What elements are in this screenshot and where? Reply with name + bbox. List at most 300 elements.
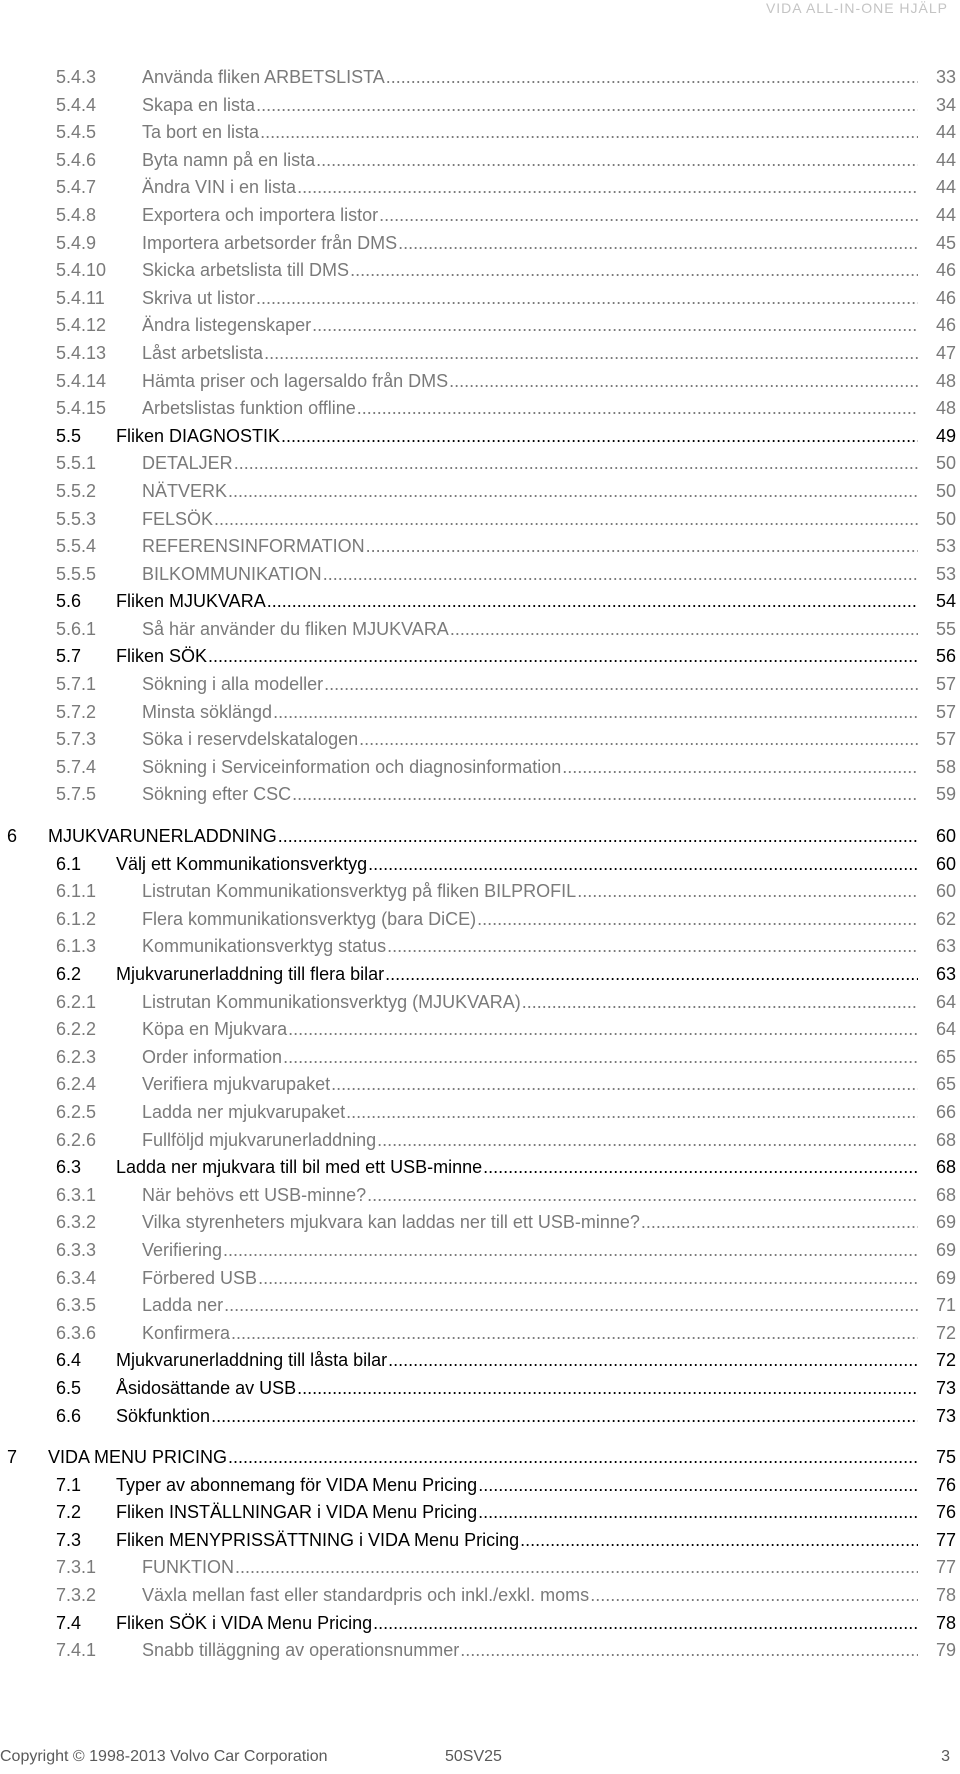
toc-entry[interactable] — [0, 395, 960, 423]
toc-entry[interactable] — [0, 961, 960, 989]
toc-entry-number: 6.2 — [56, 964, 82, 984]
toc-entry[interactable] — [0, 726, 960, 754]
toc-entry-number: 5.7.3 — [56, 729, 97, 750]
toc-entry-page: 50 — [935, 508, 956, 529]
toc-entry-title: NÄTVERK — [142, 480, 228, 501]
toc-entry-title: Fullföljd mjukvarunerladdning — [142, 1129, 377, 1150]
toc-entry-page: 44 — [935, 122, 956, 143]
toc-entry[interactable] — [0, 1637, 960, 1665]
toc-entry-title: Fliken MENYPRISSÄTTNING i VIDA Menu Pricing — [116, 1529, 520, 1550]
toc-entry-page: 50 — [935, 480, 956, 501]
toc-entry-page: 46 — [935, 315, 956, 336]
toc-entry-number: 6.3.3 — [56, 1239, 97, 1260]
toc-entry-leader — [116, 1472, 918, 1500]
section-gap — [0, 809, 960, 823]
toc-entry-title: Köpa en Mjukvara — [142, 1019, 288, 1040]
toc-entry-number: 6.2.1 — [56, 991, 97, 1012]
toc-entry-number: 7.1 — [56, 1474, 82, 1495]
toc-entry[interactable] — [0, 851, 960, 879]
toc-entry[interactable] — [0, 64, 960, 92]
toc-entry-leader — [142, 1582, 918, 1610]
toc-entry-page: 78 — [935, 1612, 956, 1633]
toc-entry[interactable] — [0, 92, 960, 120]
toc-entry[interactable] — [0, 1209, 960, 1237]
toc-entry-number: 5.4.11 — [56, 287, 105, 308]
toc-entry[interactable] — [0, 1472, 960, 1500]
table-of-contents — [0, 64, 960, 1665]
toc-entry-leader — [142, 906, 918, 934]
toc-entry-page: 44 — [935, 177, 956, 198]
toc-entry-title: När behövs ett USB-minne? — [142, 1184, 367, 1205]
dot-leader — [590, 1582, 918, 1610]
toc-entry[interactable] — [0, 1016, 960, 1044]
toc-entry-title: Mjukvarunerladdning till flera bilar — [116, 964, 385, 984]
toc-entry-number: 5.4.12 — [56, 315, 107, 336]
toc-entry-number: 6.3.5 — [56, 1295, 97, 1316]
toc-entry[interactable] — [0, 671, 960, 699]
dot-leader — [297, 1375, 918, 1403]
dot-leader — [379, 202, 918, 230]
toc-entry[interactable] — [0, 1265, 960, 1293]
dot-leader — [292, 781, 918, 809]
toc-entry-page: 65 — [935, 1046, 956, 1067]
toc-entry[interactable] — [0, 878, 960, 906]
toc-entry-leader — [142, 285, 918, 313]
toc-entry-leader — [142, 878, 918, 906]
toc-entry-number: 7.3.2 — [56, 1585, 97, 1606]
dot-leader — [256, 285, 918, 313]
toc-entry-title: Skriva ut listor — [142, 287, 256, 308]
toc-entry[interactable] — [0, 1292, 960, 1320]
toc-entry-title: Flera kommunikationsverktyg (bara DiCE) — [142, 908, 477, 929]
dot-leader — [228, 478, 918, 506]
toc-entry-title: VIDA MENU PRICING — [48, 1447, 228, 1468]
toc-entry[interactable] — [0, 202, 960, 230]
toc-entry[interactable] — [0, 1610, 960, 1638]
dot-leader — [641, 1209, 918, 1237]
page-number: 3 — [941, 1748, 950, 1765]
dot-leader — [367, 1182, 918, 1210]
toc-entry-leader — [142, 726, 918, 754]
toc-entry-page: 77 — [935, 1529, 956, 1550]
toc-entry-title: Arbetslistas funktion offline — [142, 398, 356, 419]
toc-entry-title: Ändra VIN i en lista — [142, 177, 297, 198]
toc-entry-title: Minsta söklängd — [142, 701, 273, 722]
dot-leader — [224, 1292, 918, 1320]
toc-entry[interactable] — [0, 933, 960, 961]
toc-entry[interactable] — [0, 699, 960, 727]
toc-entry-page: 68 — [935, 1129, 956, 1150]
toc-entry[interactable] — [0, 340, 960, 368]
toc-entry-title: Fliken MJUKVARA — [116, 591, 266, 612]
toc-entry[interactable] — [0, 823, 960, 851]
dot-leader — [324, 671, 918, 699]
toc-entry[interactable] — [0, 1237, 960, 1265]
toc-entry-page: 44 — [935, 204, 956, 225]
toc-entry-number: 5.5 — [56, 425, 82, 446]
toc-entry-leader — [116, 423, 918, 451]
toc-entry-leader — [142, 1209, 918, 1237]
toc-entry-leader — [116, 643, 918, 671]
toc-entry-title: REFERENSINFORMATION — [142, 536, 365, 557]
dot-leader — [577, 878, 918, 906]
toc-entry-leader — [142, 1016, 918, 1044]
toc-entry[interactable] — [0, 616, 960, 644]
toc-entry-page: 72 — [935, 1322, 956, 1343]
toc-entry[interactable] — [0, 257, 960, 285]
toc-entry-title: Förbered USB — [142, 1267, 258, 1288]
toc-entry-number: 6.2.3 — [56, 1046, 97, 1067]
toc-entry[interactable] — [0, 147, 960, 175]
toc-entry[interactable] — [0, 1099, 960, 1127]
dot-leader — [398, 230, 918, 258]
toc-entry[interactable] — [0, 174, 960, 202]
toc-entry-page: 69 — [935, 1212, 956, 1233]
dot-leader — [385, 961, 918, 989]
toc-entry-leader — [142, 257, 918, 285]
toc-entry-leader — [142, 1292, 918, 1320]
toc-entry-page: 57 — [935, 674, 956, 695]
toc-entry-number: 5.4.14 — [56, 370, 107, 391]
toc-entry-title: Exportera och importera listor — [142, 204, 379, 225]
toc-entry-leader — [142, 1071, 918, 1099]
document-code: 50SV25 — [445, 1748, 502, 1765]
toc-entry-title: Byta namn på en lista — [142, 149, 316, 170]
toc-entry-page: 46 — [935, 260, 956, 281]
toc-entry-leader — [116, 961, 918, 989]
toc-entry[interactable] — [0, 1403, 960, 1431]
toc-entry-page: 78 — [935, 1585, 956, 1606]
toc-entry-number: 6.2.4 — [56, 1074, 97, 1095]
toc-entry-page: 75 — [935, 1447, 956, 1468]
dot-leader — [316, 147, 918, 175]
dot-leader — [450, 616, 918, 644]
toc-entry-number: 6.3.1 — [56, 1184, 97, 1205]
toc-entry-leader — [142, 1554, 918, 1582]
toc-entry-number: 7.2 — [56, 1502, 82, 1523]
toc-entry-leader — [142, 1637, 918, 1665]
toc-entry-title: Så här använder du fliken MJUKVARA — [142, 618, 449, 639]
toc-entry-leader — [142, 616, 918, 644]
toc-entry-page: 56 — [935, 646, 956, 667]
toc-entry-title: Sökning i alla modeller — [142, 674, 324, 695]
toc-entry-leader — [142, 478, 918, 506]
dot-leader — [478, 1499, 918, 1527]
toc-entry-title: Låst arbetslista — [142, 342, 264, 363]
dot-leader — [449, 368, 918, 396]
toc-entry-leader — [142, 174, 918, 202]
toc-entry-number: 5.4.6 — [56, 149, 97, 170]
toc-entry-leader — [142, 506, 918, 534]
toc-entry-title: Sökfunktion — [116, 1405, 211, 1426]
toc-entry-title: Ta bort en lista — [142, 122, 260, 143]
toc-entry-leader — [142, 781, 918, 809]
toc-entry-page: 49 — [935, 425, 956, 446]
toc-entry-page: 63 — [935, 936, 956, 957]
toc-entry-leader — [116, 1527, 918, 1555]
toc-entry[interactable] — [0, 989, 960, 1017]
dot-leader — [281, 423, 918, 451]
dot-leader — [562, 754, 918, 782]
toc-entry-title: Order information — [142, 1046, 283, 1067]
toc-entry-title: Skapa en lista — [142, 94, 256, 115]
toc-entry[interactable] — [0, 1127, 960, 1155]
toc-entry-page: 57 — [935, 729, 956, 750]
dot-leader — [228, 1444, 918, 1472]
toc-entry-leader — [142, 699, 918, 727]
toc-entry-number: 5.5.1 — [56, 453, 97, 474]
toc-entry[interactable] — [0, 1044, 960, 1072]
toc-entry-page: 46 — [935, 287, 956, 308]
toc-entry-page: 60 — [935, 853, 956, 874]
toc-entry-leader — [48, 1444, 918, 1472]
toc-entry-leader — [142, 230, 918, 258]
toc-entry-number: 5.4.9 — [56, 232, 97, 253]
toc-entry[interactable] — [0, 1499, 960, 1527]
toc-entry[interactable] — [0, 781, 960, 809]
toc-entry-leader — [116, 1403, 918, 1431]
dot-leader — [211, 1403, 918, 1431]
toc-entry-number: 5.4.13 — [56, 342, 107, 363]
toc-entry[interactable] — [0, 368, 960, 396]
dot-leader — [359, 726, 918, 754]
toc-entry-number: 6.6 — [56, 1405, 82, 1426]
toc-entry-page: 55 — [935, 618, 956, 639]
toc-entry-leader — [142, 1044, 918, 1072]
toc-entry-page: 62 — [935, 908, 956, 929]
toc-entry-leader — [142, 671, 918, 699]
toc-entry[interactable] — [0, 230, 960, 258]
toc-entry-number: 6.5 — [56, 1377, 82, 1398]
dot-leader — [234, 450, 918, 478]
toc-entry-number: 5.7.4 — [56, 756, 97, 777]
toc-entry[interactable] — [0, 643, 960, 671]
dot-leader — [288, 1016, 918, 1044]
toc-entry[interactable] — [0, 906, 960, 934]
toc-entry[interactable] — [0, 561, 960, 589]
toc-entry-leader — [142, 92, 918, 120]
toc-entry-leader — [142, 989, 918, 1017]
toc-entry-leader — [142, 1182, 918, 1210]
toc-entry-title: MJUKVARUNERLADDNING — [48, 826, 277, 847]
toc-entry-number: 5.7.2 — [56, 701, 97, 722]
toc-entry-number: 5.7 — [56, 646, 82, 667]
toc-entry[interactable] — [0, 506, 960, 534]
toc-entry[interactable] — [0, 450, 960, 478]
toc-entry-leader — [142, 1265, 918, 1293]
dot-leader — [357, 395, 918, 423]
dot-leader — [283, 1044, 918, 1072]
dot-leader — [483, 1154, 918, 1182]
toc-entry-page: 69 — [935, 1267, 956, 1288]
toc-entry[interactable] — [0, 1444, 960, 1472]
dot-leader — [331, 1071, 918, 1099]
toc-entry-number: 6.3.6 — [56, 1322, 97, 1343]
toc-entry-number: 6.2.6 — [56, 1129, 97, 1150]
toc-entry-title: FUNKTION — [142, 1557, 234, 1578]
toc-entry[interactable] — [0, 1071, 960, 1099]
dot-leader — [346, 1099, 918, 1127]
toc-entry[interactable] — [0, 285, 960, 313]
toc-entry-number: 6.3.4 — [56, 1267, 97, 1288]
dot-leader — [350, 257, 918, 285]
dot-leader — [387, 933, 918, 961]
toc-entry-number: 6.4 — [56, 1350, 82, 1371]
toc-entry-leader — [116, 1499, 918, 1527]
toc-entry[interactable] — [0, 119, 960, 147]
dot-leader — [208, 643, 918, 671]
toc-entry-page: 33 — [935, 67, 956, 87]
toc-entry-leader — [116, 1347, 918, 1375]
toc-entry-page: 48 — [935, 398, 956, 419]
dot-leader — [273, 699, 918, 727]
dot-leader — [231, 1320, 918, 1348]
toc-entry-page: 45 — [935, 232, 956, 253]
toc-entry-leader — [142, 340, 918, 368]
toc-entry-number: 5.7.5 — [56, 784, 97, 805]
dot-leader — [478, 1472, 918, 1500]
toc-entry-page: 76 — [935, 1474, 956, 1495]
toc-entry-page: 34 — [935, 94, 956, 115]
toc-entry[interactable] — [0, 754, 960, 782]
toc-entry-number: 7 — [7, 1447, 18, 1468]
page-footer — [0, 1748, 960, 1770]
dot-leader — [368, 851, 918, 879]
toc-entry-number: 7.4.1 — [56, 1640, 97, 1661]
dot-leader — [323, 561, 918, 589]
toc-entry-title: Listrutan Kommunikationsverktyg på fliken BILPROFIL — [142, 881, 577, 902]
toc-entry-title: FELSÖK — [142, 508, 214, 529]
toc-entry-page: 69 — [935, 1239, 956, 1260]
toc-entry[interactable] — [0, 1375, 960, 1403]
toc-entry-number: 5.5.2 — [56, 480, 97, 501]
toc-entry-leader — [116, 1375, 918, 1403]
toc-entry-title: Mjukvarunerladdning till låsta bilar — [116, 1350, 388, 1371]
toc-entry[interactable] — [0, 478, 960, 506]
toc-entry-number: 7.3.1 — [56, 1557, 97, 1578]
toc-entry[interactable] — [0, 1527, 960, 1555]
toc-entry[interactable] — [0, 1154, 960, 1182]
toc-entry-title: Sökning i Serviceinformation och diagnosinformation — [142, 756, 562, 777]
toc-entry-leader — [142, 450, 918, 478]
toc-entry-page: 64 — [935, 1019, 956, 1040]
dot-leader — [278, 823, 918, 851]
toc-entry[interactable] — [0, 1347, 960, 1375]
dot-leader — [214, 506, 918, 534]
section-gap — [0, 1430, 960, 1444]
dot-leader — [264, 340, 918, 368]
toc-entry-page: 73 — [935, 1405, 956, 1426]
toc-entry-title: Vilka styrenheters mjukvara kan laddas ner till ett USB-minne? — [142, 1212, 640, 1233]
toc-entry-page: 50 — [935, 453, 956, 474]
toc-entry-title: Snabb tilläggning av operationsnummer — [142, 1640, 460, 1661]
toc-entry[interactable] — [0, 312, 960, 340]
dot-leader — [373, 1610, 918, 1638]
toc-entry-page: 48 — [935, 370, 956, 391]
toc-entry-title: Söka i reservdelskatalogen — [142, 729, 359, 750]
dot-leader — [297, 174, 918, 202]
toc-entry-page: 47 — [935, 342, 956, 363]
toc-entry-number: 5.6 — [56, 591, 82, 612]
toc-entry-number: 5.7.1 — [56, 674, 97, 695]
dot-leader — [312, 312, 918, 340]
dot-leader — [366, 533, 918, 561]
toc-entry-title: Konfirmera — [142, 1322, 231, 1343]
toc-entry-number: 6.1.2 — [56, 908, 97, 929]
toc-entry-leader — [116, 1610, 918, 1638]
toc-entry-title: Fliken SÖK i VIDA Menu Pricing — [116, 1612, 373, 1633]
toc-entry-number: 5.4.5 — [56, 122, 97, 143]
toc-entry-leader — [142, 1099, 918, 1127]
dot-leader — [520, 1527, 918, 1555]
dot-leader — [460, 1637, 918, 1665]
toc-entry[interactable] — [0, 1582, 960, 1610]
toc-entry-page: 68 — [935, 1157, 956, 1178]
toc-entry-title: Använda fliken ARBETSLISTA — [142, 67, 385, 87]
dot-leader — [260, 119, 918, 147]
toc-entry-page: 59 — [935, 784, 956, 805]
toc-entry-leader — [142, 754, 918, 782]
toc-entry-page: 79 — [935, 1640, 956, 1661]
dot-leader — [267, 588, 918, 616]
toc-entry-leader — [116, 1154, 918, 1182]
toc-entry-leader — [142, 1237, 918, 1265]
toc-entry-title: Ladda ner — [142, 1295, 224, 1316]
toc-entry-leader — [116, 851, 918, 879]
toc-entry-number: 5.5.5 — [56, 563, 97, 584]
toc-entry-leader — [142, 202, 918, 230]
toc-entry-page: 63 — [935, 964, 956, 984]
toc-entry[interactable] — [0, 1182, 960, 1210]
toc-entry-page: 60 — [935, 826, 956, 847]
toc-entry-leader — [48, 823, 918, 851]
toc-entry-title: Verifiering — [142, 1239, 223, 1260]
toc-entry-number: 5.4.10 — [56, 260, 107, 281]
toc-entry-leader — [142, 395, 918, 423]
toc-entry-title: Hämta priser och lagersaldo från DMS — [142, 370, 449, 391]
toc-entry-page: 76 — [935, 1502, 956, 1523]
toc-entry[interactable] — [0, 423, 960, 451]
toc-entry-page: 68 — [935, 1184, 956, 1205]
toc-entry-title: Fliken DIAGNOSTIK — [116, 425, 281, 446]
running-header: VIDA ALL-IN-ONE HJÄLP — [765, 0, 948, 16]
toc-entry[interactable] — [0, 533, 960, 561]
toc-entry-leader — [142, 119, 918, 147]
toc-entry-number: 6.1.3 — [56, 936, 97, 957]
toc-entry[interactable] — [0, 1320, 960, 1348]
toc-entry-number: 6.1.1 — [56, 881, 97, 902]
toc-entry-number: 5.4.7 — [56, 177, 97, 198]
toc-entry-leader — [142, 368, 918, 396]
toc-entry-leader — [142, 1127, 918, 1155]
toc-entry-title: DETALJER — [142, 453, 233, 474]
toc-entry-title: Ändra listegenskaper — [142, 315, 312, 336]
toc-entry-title: Listrutan Kommunikationsverktyg (MJUKVARA) — [142, 991, 521, 1012]
toc-entry-number: 6.3.2 — [56, 1212, 97, 1233]
toc-entry-number: 5.4.3 — [56, 67, 97, 87]
toc-entry[interactable] — [0, 1554, 960, 1582]
toc-entry-title: Fliken INSTÄLLNINGAR i VIDA Menu Pricing — [116, 1502, 478, 1523]
toc-entry-leader — [142, 933, 918, 961]
toc-entry-title: Verifiera mjukvarupaket — [142, 1074, 331, 1095]
dot-leader — [223, 1237, 918, 1265]
copyright-text: Copyright © 1998-2013 Volvo Car Corporation — [0, 1748, 328, 1765]
toc-entry-page: 60 — [935, 881, 956, 902]
toc-entry-page: 71 — [935, 1295, 956, 1316]
dot-leader — [477, 906, 918, 934]
toc-entry[interactable] — [0, 588, 960, 616]
toc-entry-title: Importera arbetsorder från DMS — [142, 232, 398, 253]
